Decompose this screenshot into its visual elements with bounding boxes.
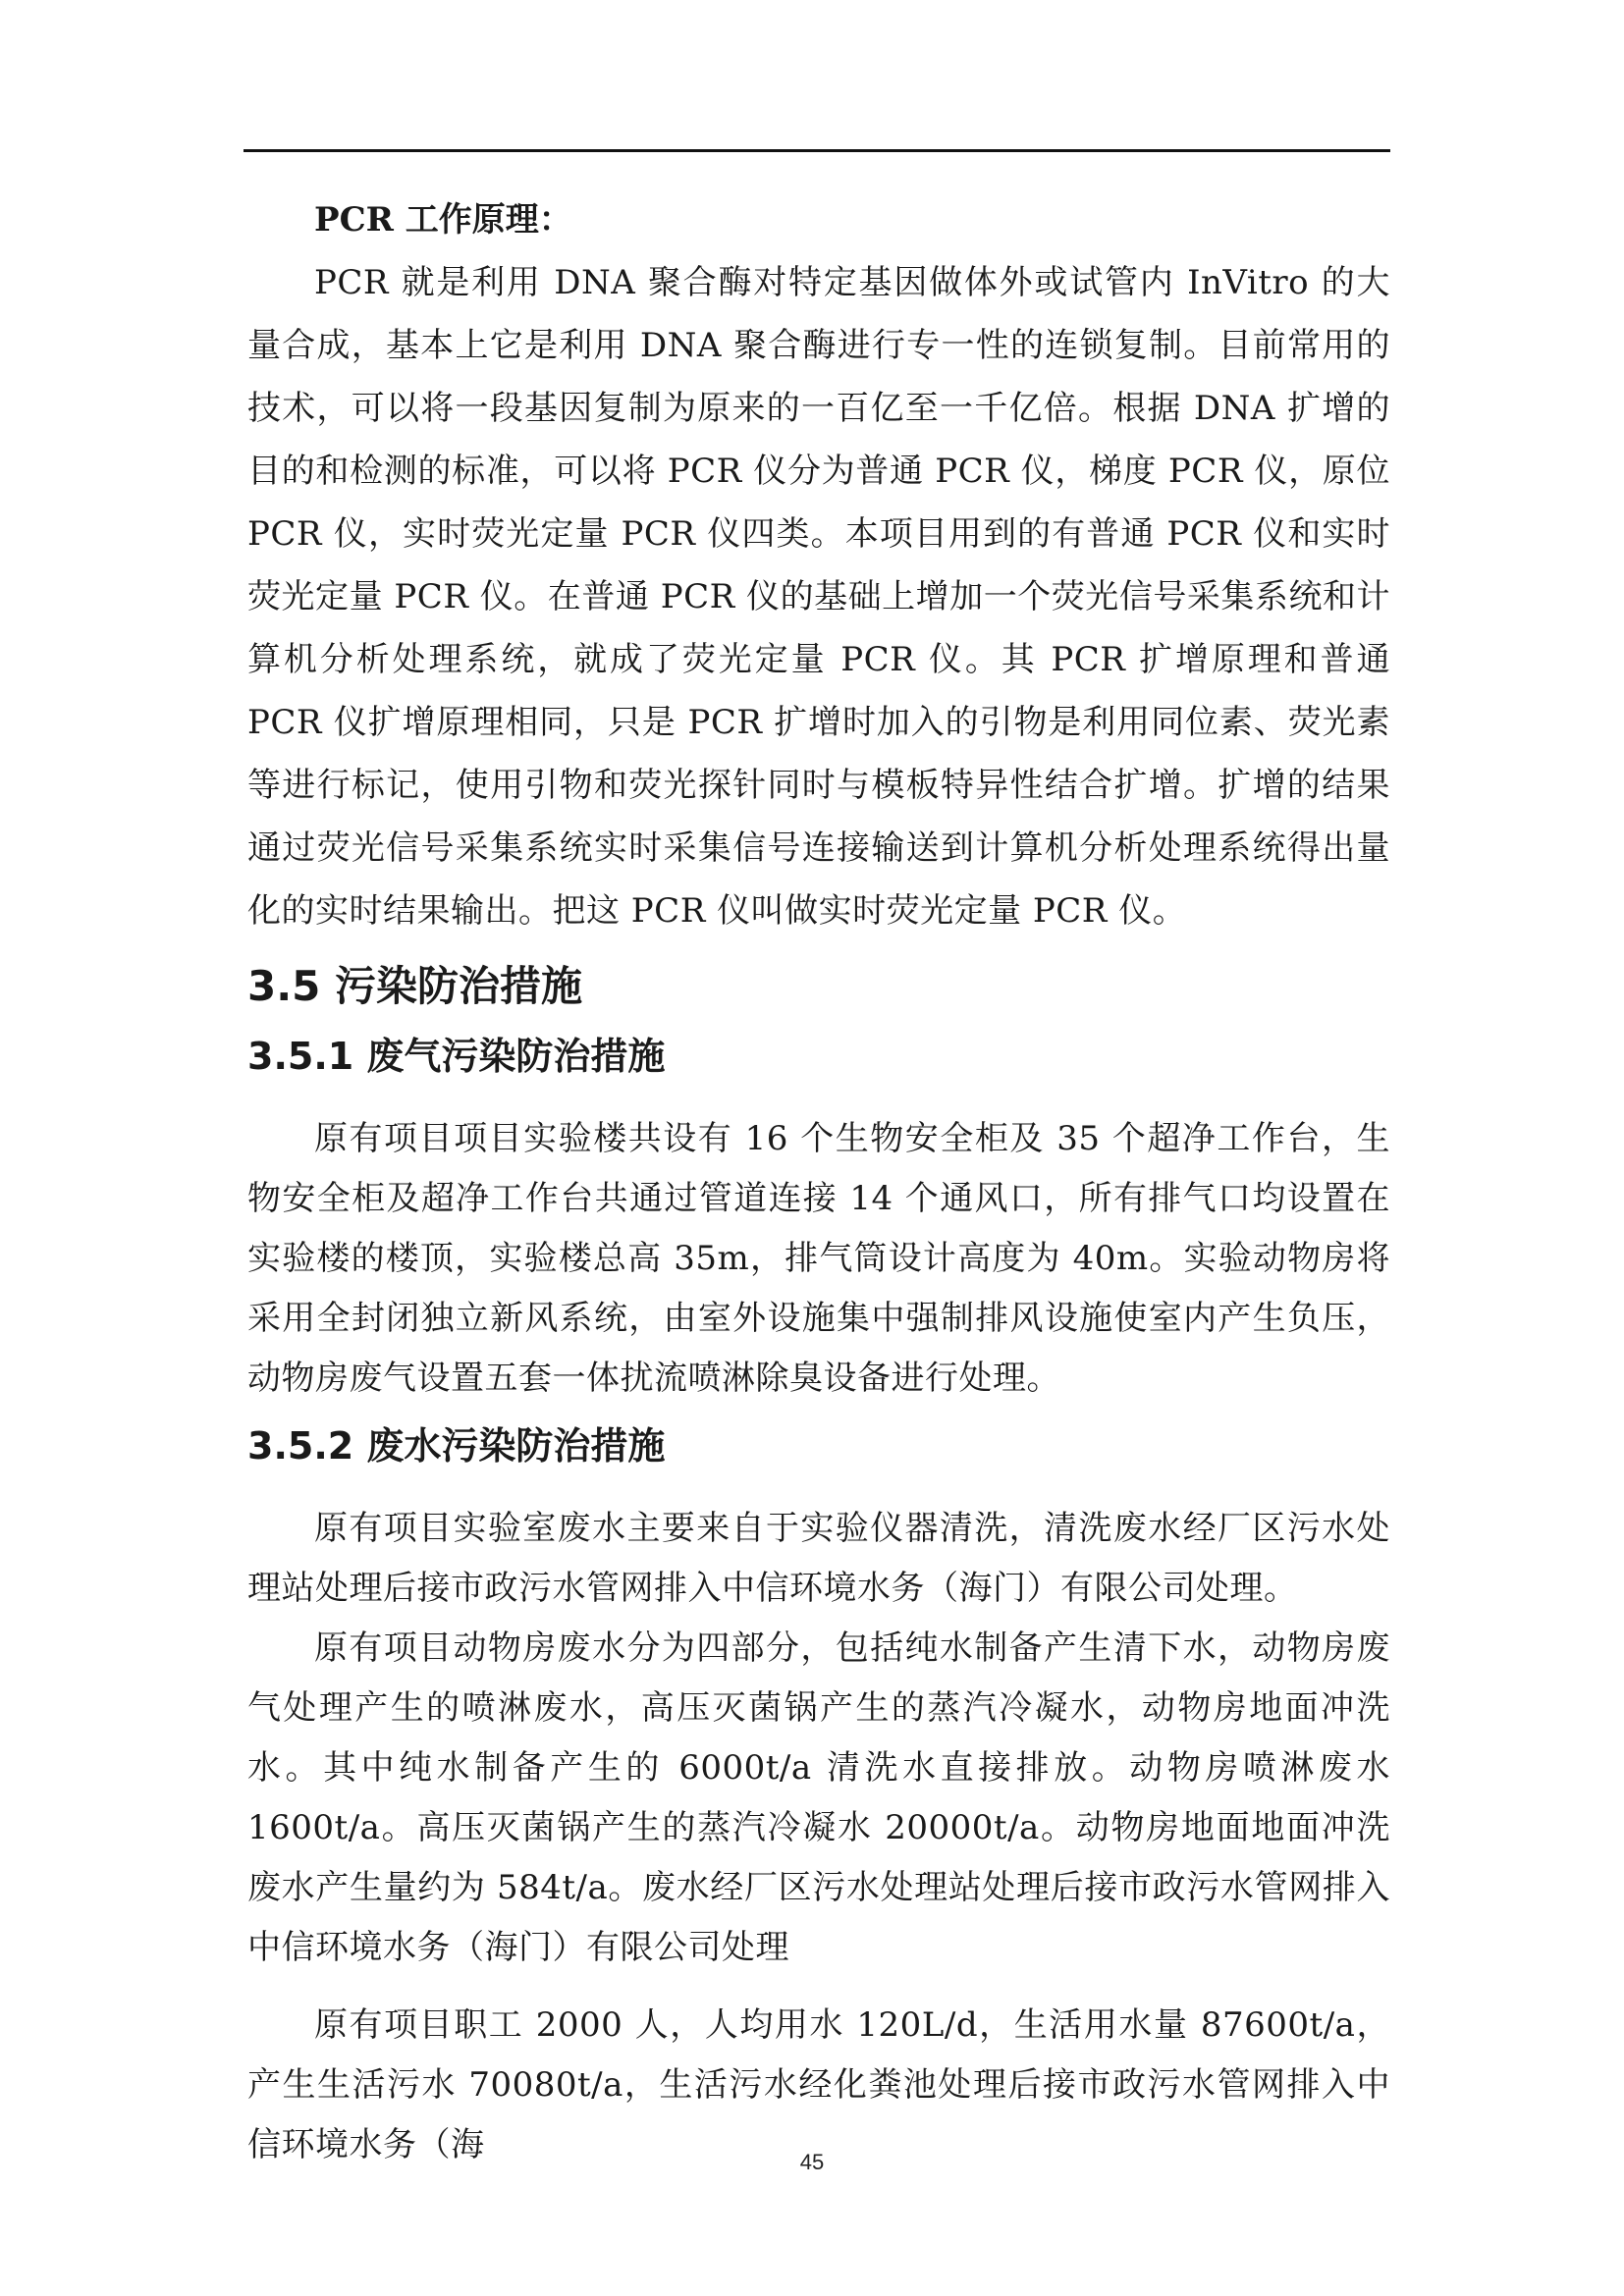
section-3-5-1-heading: 3.5.1 废气污染防治措施 xyxy=(247,1035,666,1078)
header-rule xyxy=(244,149,1390,152)
spacer xyxy=(247,1481,1390,1499)
pcr-principle-paragraph: PCR 就是利用 DNA 聚合酶对特定基因做体外或试管内 InVitro 的大量合成，基本上它是利用 DNA 聚合酶进行专一性的连锁复制。目前常用的技术，可以将一段基因复制为原来的一百亿至一千亿倍。根据 DNA 扩增的目的和检测的标准，可以将 PCR 仪分为普通 PCR 仪，梯度 PCR 仪，原位 PCR 仪，实时荧光定量 PCR 仪四类。本项目用到的有普通 PCR 仪和实时荧光定量 PCR 仪。在普通 PCR 仪的基础上增加一个荧光信号采集系统和计算机分析处理系统，就成了荧光定量 PCR 仪。其 PCR 扩增原理和普通 PCR 仪扩增原理相同，只是 PCR 扩增时加入的引物是利用同位素、荧光素等进行标记，使用引物和荧光探针同时与模板特异性结合扩增。扩增的结果通过荧光信号采集系统实时采集信号连接输送到计算机分析处理系统得出量化的实时结果输出。把这 PCR 仪叫做实时荧光定量 PCR 仪。 xyxy=(247,263,1390,931)
waste-gas-paragraph: 原有项目项目实验楼共设有 16 个生物安全柜及 35 个超净工作台，生物安全柜及超净工作台共通过管道连接 14 个通风口，所有排气口均设置在实验楼的楼顶，实验楼总高 35m，排气筒设计高度为 40m。实验动物房将采用全封闭独立新风系统，由室外设施集中强制排风设施使室内产生负压，动物房废气设置五套一体扰流喷淋除臭设备进行处理。 xyxy=(247,1119,1390,1398)
wastewater-paragraph-3: 原有项目职工 2000 人，人均用水 120L/d，生活用水量 87600t/a，产生生活污水 70080t/a，生活污水经化粪池处理后接市政污水管网排入中信环境水务（海 xyxy=(247,2005,1390,2164)
page-content xyxy=(247,188,1390,2175)
wastewater-paragraph-2: 原有项目动物房废水分为四部分，包括纯水制备产生清下水，动物房废气处理产生的喷淋废水，高压灭菌锅产生的蒸汽冷凝水，动物房地面冲洗水。其中纯水制备产生的 6000t/a 清洗水直接排放。动物房喷淋废水 1600t/a。高压灭菌锅产生的蒸汽冷凝水 20000t/a。动物房地面地面冲洗废水产生量约为 584t/a。废水经厂区污水处理站处理后接市政污水管网排入中信环境水务（海门）有限公司处理 xyxy=(247,1629,1390,1967)
wastewater-paragraph-1: 原有项目实验室废水主要来自于实验仪器清洗，清洗废水经厂区污水处理站处理后接市政污水管网排入中信环境水务（海门）有限公司处理。 xyxy=(247,1509,1390,1608)
page-number: 45 xyxy=(799,2150,825,2174)
section-3-5-2-heading: 3.5.2 废水污染防治措施 xyxy=(247,1424,666,1468)
spacer xyxy=(247,1092,1390,1109)
pcr-principle-label: PCR 工作原理： xyxy=(314,200,572,240)
section-3-5-heading: 3.5 污染防治措施 xyxy=(247,962,583,1010)
spacer xyxy=(247,1978,1390,1996)
